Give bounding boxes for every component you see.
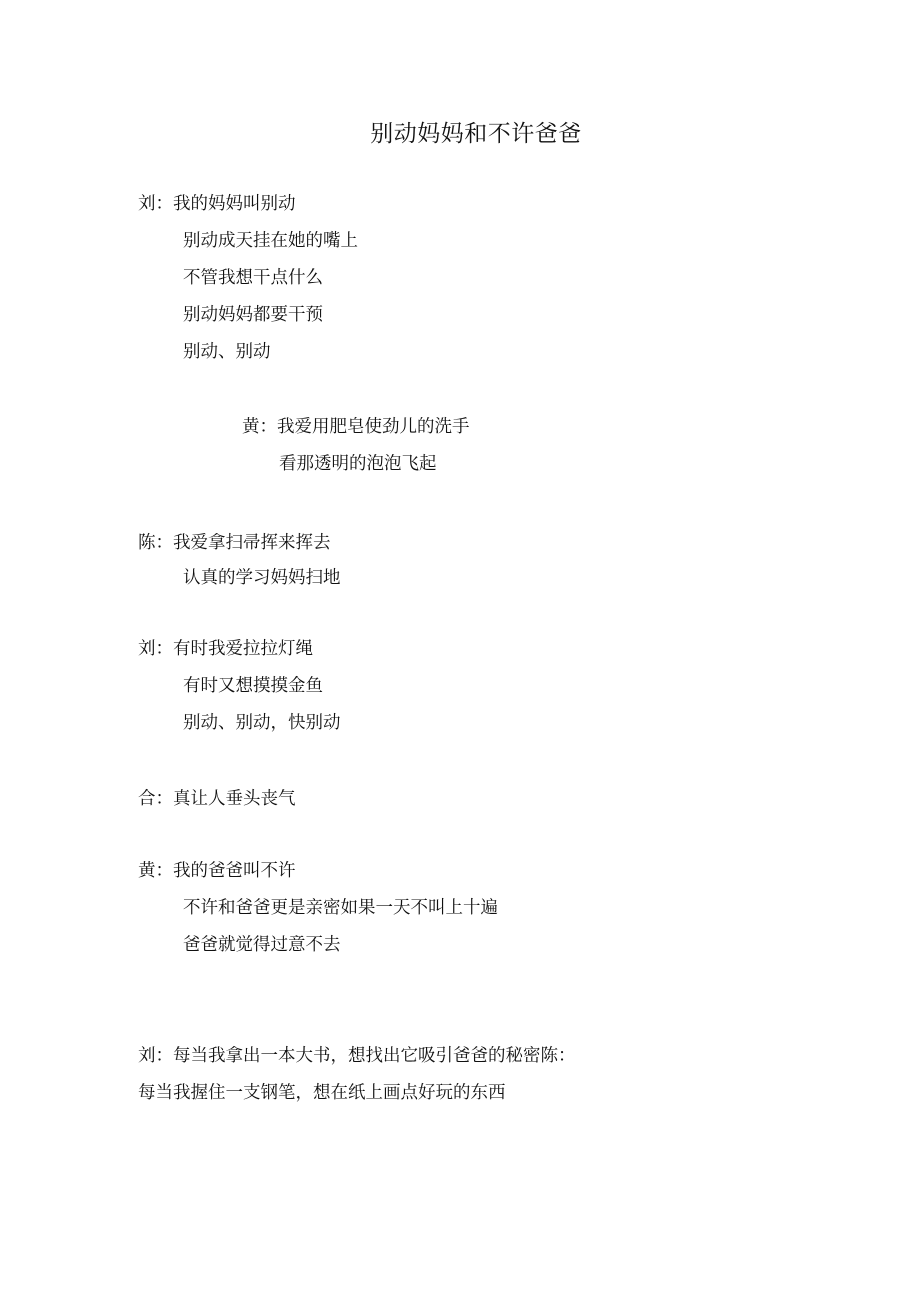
- text-line: 别动、别动，快别动: [183, 713, 341, 733]
- text-line: 看那透明的泡泡飞起: [279, 454, 437, 474]
- text-line: 黄：我爱用肥皂使劲儿的洗手: [242, 417, 470, 437]
- text-line: 爸爸就觉得过意不去: [183, 935, 341, 955]
- text-line: 不许和爸爸更是亲密如果一天不叫上十遍: [183, 898, 498, 918]
- text-line: 别动、别动: [183, 342, 271, 362]
- text-line: 合：真让人垂头丧气: [138, 789, 296, 809]
- text-line: 别动成天挂在她的嘴上: [183, 231, 358, 251]
- text-line: 有时又想摸摸金鱼: [183, 676, 323, 696]
- document-title: 别动妈妈和不许爸爸: [370, 121, 582, 147]
- text-line: 不管我想干点什么: [183, 268, 323, 288]
- text-line: 黄：我的爸爸叫不许: [138, 861, 296, 881]
- text-line: 刘：每当我拿出一本大书，想找出它吸引爸爸的秘密陈：: [138, 1046, 576, 1066]
- text-line: 别动妈妈都要干预: [183, 305, 323, 325]
- text-line: 刘：有时我爱拉拉灯绳: [138, 639, 313, 659]
- text-line: 认真的学习妈妈扫地: [183, 568, 341, 588]
- text-line: 刘：我的妈妈叫别动: [138, 194, 296, 214]
- text-line: 每当我握住一支钢笔，想在纸上画点好玩的东西: [138, 1083, 506, 1103]
- text-line: 陈：我爱拿扫帚挥来挥去: [138, 533, 331, 553]
